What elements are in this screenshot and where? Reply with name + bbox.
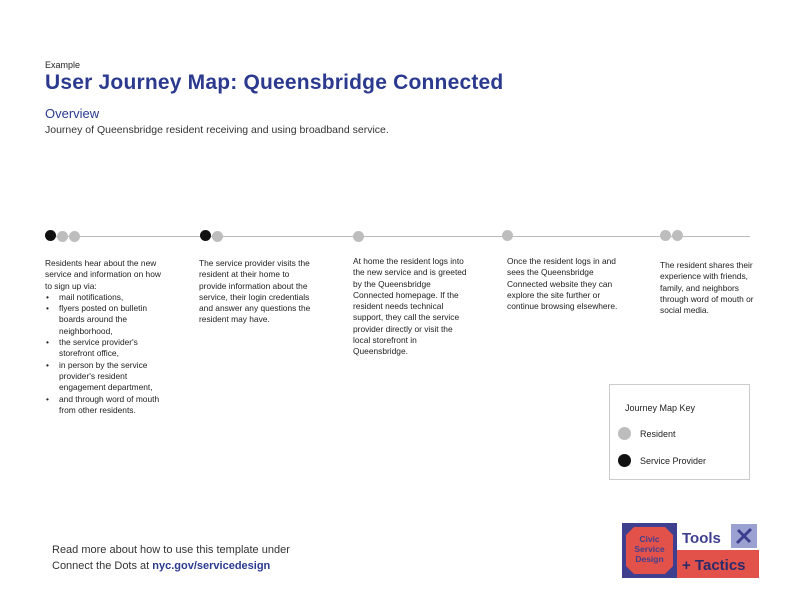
resident-dot: [69, 231, 80, 242]
servicedesign-link[interactable]: nyc.gov/servicedesign: [152, 560, 271, 572]
read-more-note: [52, 542, 290, 574]
overview-heading: Overview: [45, 106, 100, 121]
resident-dot: [57, 231, 68, 242]
key-provider-label: Service Provider: [640, 455, 707, 466]
provider-dot: [200, 230, 211, 241]
logo-tools: Tools: [682, 530, 721, 547]
read-more-prefix: Connect the Dots at: [52, 560, 153, 572]
resident-dot: [502, 230, 513, 241]
overview-text: Journey of Queensbridge resident receiving and using broadband service.: [45, 124, 389, 136]
stage-1: [45, 258, 165, 416]
stage-2: The service provider visits the resident at their home to provide information about the service, their login credentials and answer any questions the resident may have.: [199, 258, 311, 325]
list-item: • mail notifications,: [45, 292, 165, 303]
logo-design: Design: [635, 554, 664, 564]
stage-1-bullets: [45, 292, 165, 416]
logo-tactics: + Tactics: [682, 557, 746, 574]
provider-dot: [45, 230, 56, 241]
list-item: • flyers posted on bulletin boards around the neighborhood,: [45, 303, 165, 337]
resident-dot: [672, 230, 683, 241]
resident-dot: [353, 231, 364, 242]
key-resident-label: Resident: [640, 428, 676, 439]
resident-dot: [618, 427, 631, 440]
stage-4: Once the resident logs in and sees the Queensbridge Connected website they can explore the site further or continue browsing elsewhere.: [507, 256, 618, 312]
stage-1-intro: Residents hear about the new service and information on how to sign up via:: [45, 258, 161, 291]
journey-timeline: [45, 236, 750, 237]
logo-service: Service: [634, 544, 665, 554]
logo-civic: Civic: [639, 534, 660, 544]
list-item: • in person by the service provider's resident engagement department,: [45, 360, 165, 394]
key-provider: [618, 454, 706, 467]
stage-3: At home the resident logs into the new service and is greeted by the Queensbridge Connected homepage. If the resident needs technical support, they call the service provider directly or visit the local storefront in Queensbridge.: [353, 256, 467, 357]
civic-service-design-logo: [622, 523, 759, 578]
list-item: • and through word of mouth from other residents.: [45, 394, 165, 417]
key-resident: [618, 427, 676, 440]
resident-dot: [660, 230, 671, 241]
resident-dot: [212, 231, 223, 242]
list-item: • the service provider's storefront office,: [45, 337, 165, 360]
journey-map-key: [609, 384, 750, 480]
eyebrow-label: Example: [45, 60, 81, 70]
provider-dot: [618, 454, 631, 467]
stage-5: The resident shares their experience with friends, family, and neighbors through word of mouth or social media.: [660, 260, 754, 316]
read-more-line1: Read more about how to use this template under: [52, 544, 290, 556]
page-title: User Journey Map: Queensbridge Connected: [45, 71, 504, 94]
key-title: Journey Map Key: [625, 403, 696, 413]
read-more-line2: [52, 558, 290, 574]
